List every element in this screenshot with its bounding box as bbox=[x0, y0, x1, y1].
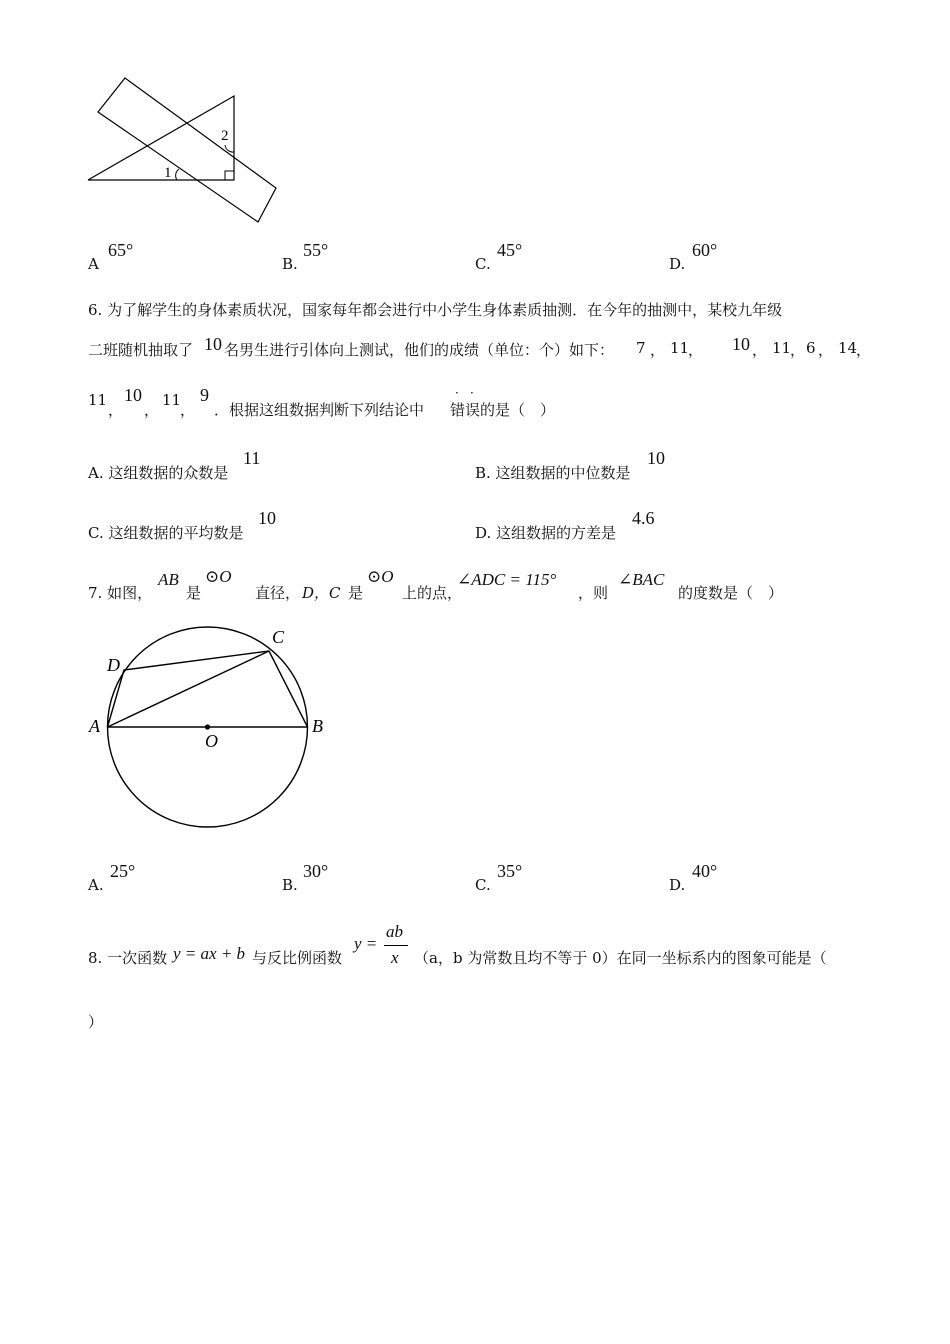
q6-data-8: 11 bbox=[162, 391, 182, 409]
q7-segment-ab: AB bbox=[158, 570, 179, 589]
q6-option-b[interactable]: B. 这组数据的中位数是 bbox=[475, 464, 631, 482]
q5-angle-1-arc bbox=[176, 169, 179, 180]
q6-emphasis-dot: · bbox=[455, 386, 459, 400]
q7-suffix: 的度数是（ ） bbox=[678, 584, 784, 602]
q7-figure bbox=[85, 620, 345, 835]
q6-data-9: 9 bbox=[200, 385, 209, 405]
q7-center-point bbox=[205, 724, 210, 729]
q6-sample-size: 10 bbox=[204, 334, 222, 354]
q7-option-b-letter[interactable]: B. bbox=[282, 876, 298, 894]
q7-label-c: C bbox=[272, 627, 285, 647]
q7-option-a-value: 25° bbox=[110, 861, 136, 881]
q6-option-c-value: 10 bbox=[258, 508, 276, 528]
q7-label-a: A bbox=[89, 716, 100, 736]
q8-fraction-numerator: ab bbox=[386, 922, 403, 941]
q5-option-d-value: 60° bbox=[692, 240, 718, 260]
q8-condition: （a，b 为常数且均不等于 0）在同一坐标系内的图象可能是（ bbox=[414, 949, 827, 967]
q5-label-1: 1 bbox=[164, 165, 172, 181]
q7-option-c-value: 35° bbox=[497, 861, 523, 881]
q7-then: ，则 bbox=[578, 584, 609, 602]
q7-is-2: 是 bbox=[348, 584, 364, 602]
q6-line-3a: ．根据这组数据判断下列结论中 bbox=[214, 401, 425, 419]
q5-option-c-letter[interactable]: C. bbox=[475, 255, 491, 273]
q5-option-d-letter[interactable]: D. bbox=[669, 255, 686, 273]
q8-close-paren: ） bbox=[88, 1013, 104, 1031]
q6-line-1: 6. 为了解学生的身体素质状况，国家每年都会进行中小学生身体素质抽测．在今年的抽测中，某校九年级 bbox=[88, 301, 783, 319]
q8-y-eq: y = bbox=[354, 934, 378, 953]
q7-angle-bac: ∠BAC bbox=[618, 570, 665, 589]
q7-on-points: 上的点， bbox=[402, 584, 463, 602]
q6-option-d-value: 4.6 bbox=[632, 508, 655, 528]
q6-data-2: 10 bbox=[732, 334, 750, 354]
q5-angle-2-arc bbox=[225, 145, 234, 152]
q6-option-b-value: 10 bbox=[647, 448, 665, 468]
q6-data-0: 7 bbox=[636, 339, 646, 357]
q5-option-c-value: 45° bbox=[497, 240, 523, 260]
q6-data-6: 11 bbox=[88, 391, 108, 409]
q6-data-3: 11 bbox=[772, 339, 792, 357]
q6-data-1: 11 bbox=[670, 339, 690, 357]
q6-data-5: 14 bbox=[838, 339, 858, 357]
q6-emphasis-word: 错误 bbox=[450, 401, 481, 419]
q7-prefix: 7. 如图， bbox=[88, 584, 153, 602]
q7-diameter: 直径， bbox=[255, 584, 301, 602]
q5-figure bbox=[80, 70, 290, 230]
q5-option-a-value: 65° bbox=[108, 240, 134, 260]
q7-circle-o: ⊙O bbox=[205, 567, 232, 586]
q7-label-b: B bbox=[312, 716, 323, 736]
q8-mid: 与反比例函数 bbox=[252, 949, 343, 967]
q5-right-angle-mark bbox=[225, 171, 234, 180]
q8-fraction-denominator: x bbox=[391, 948, 399, 967]
q7-points-dc: D，C bbox=[302, 584, 341, 602]
q7-label-o: O bbox=[205, 731, 218, 751]
q5-option-b-letter[interactable]: B. bbox=[282, 255, 298, 273]
q6-option-d[interactable]: D. 这组数据的方差是 bbox=[475, 524, 617, 542]
q6-emphasis-dot: · bbox=[470, 386, 474, 400]
q5-ruler-strip bbox=[98, 78, 276, 222]
q6-data-4: 6 bbox=[806, 339, 816, 357]
q7-angle-adc: ∠ADC = 115° bbox=[457, 570, 557, 589]
q7-option-c-letter[interactable]: C. bbox=[475, 876, 491, 894]
q7-option-d-letter[interactable]: D. bbox=[669, 876, 686, 894]
q7-option-d-value: 40° bbox=[692, 861, 718, 881]
q7-label-d: D bbox=[107, 655, 120, 675]
q5-triangle bbox=[88, 96, 234, 180]
q8-linear-function: y = ax + b bbox=[173, 944, 246, 963]
q5-label-2: 2 bbox=[221, 128, 229, 144]
q8-fraction-bar bbox=[384, 945, 408, 946]
q7-option-a-letter[interactable]: A. bbox=[88, 876, 104, 894]
q6-option-c[interactable]: C. 这组数据的平均数是 bbox=[88, 524, 244, 542]
q6-option-a[interactable]: A. 这组数据的众数是 bbox=[88, 464, 229, 482]
q6-line-3b: 的是（ ） bbox=[480, 401, 556, 419]
q7-circle-o-2: ⊙O bbox=[367, 567, 394, 586]
q5-option-a-letter[interactable]: A bbox=[88, 255, 99, 273]
q7-is: 是 bbox=[186, 584, 202, 602]
q8-prefix: 8. 一次函数 bbox=[88, 949, 168, 967]
q6-line-2a: 二班随机抽取了 bbox=[88, 341, 194, 359]
q7-option-b-value: 30° bbox=[303, 861, 329, 881]
q6-data-7: 10 bbox=[124, 385, 142, 405]
q7-quadrilateral bbox=[108, 651, 308, 727]
q6-line-2b: 名男生进行引体向上测试，他们的成绩（单位：个）如下： bbox=[224, 341, 615, 359]
q6-option-a-value: 11 bbox=[243, 448, 261, 468]
q5-option-b-value: 55° bbox=[303, 240, 329, 260]
